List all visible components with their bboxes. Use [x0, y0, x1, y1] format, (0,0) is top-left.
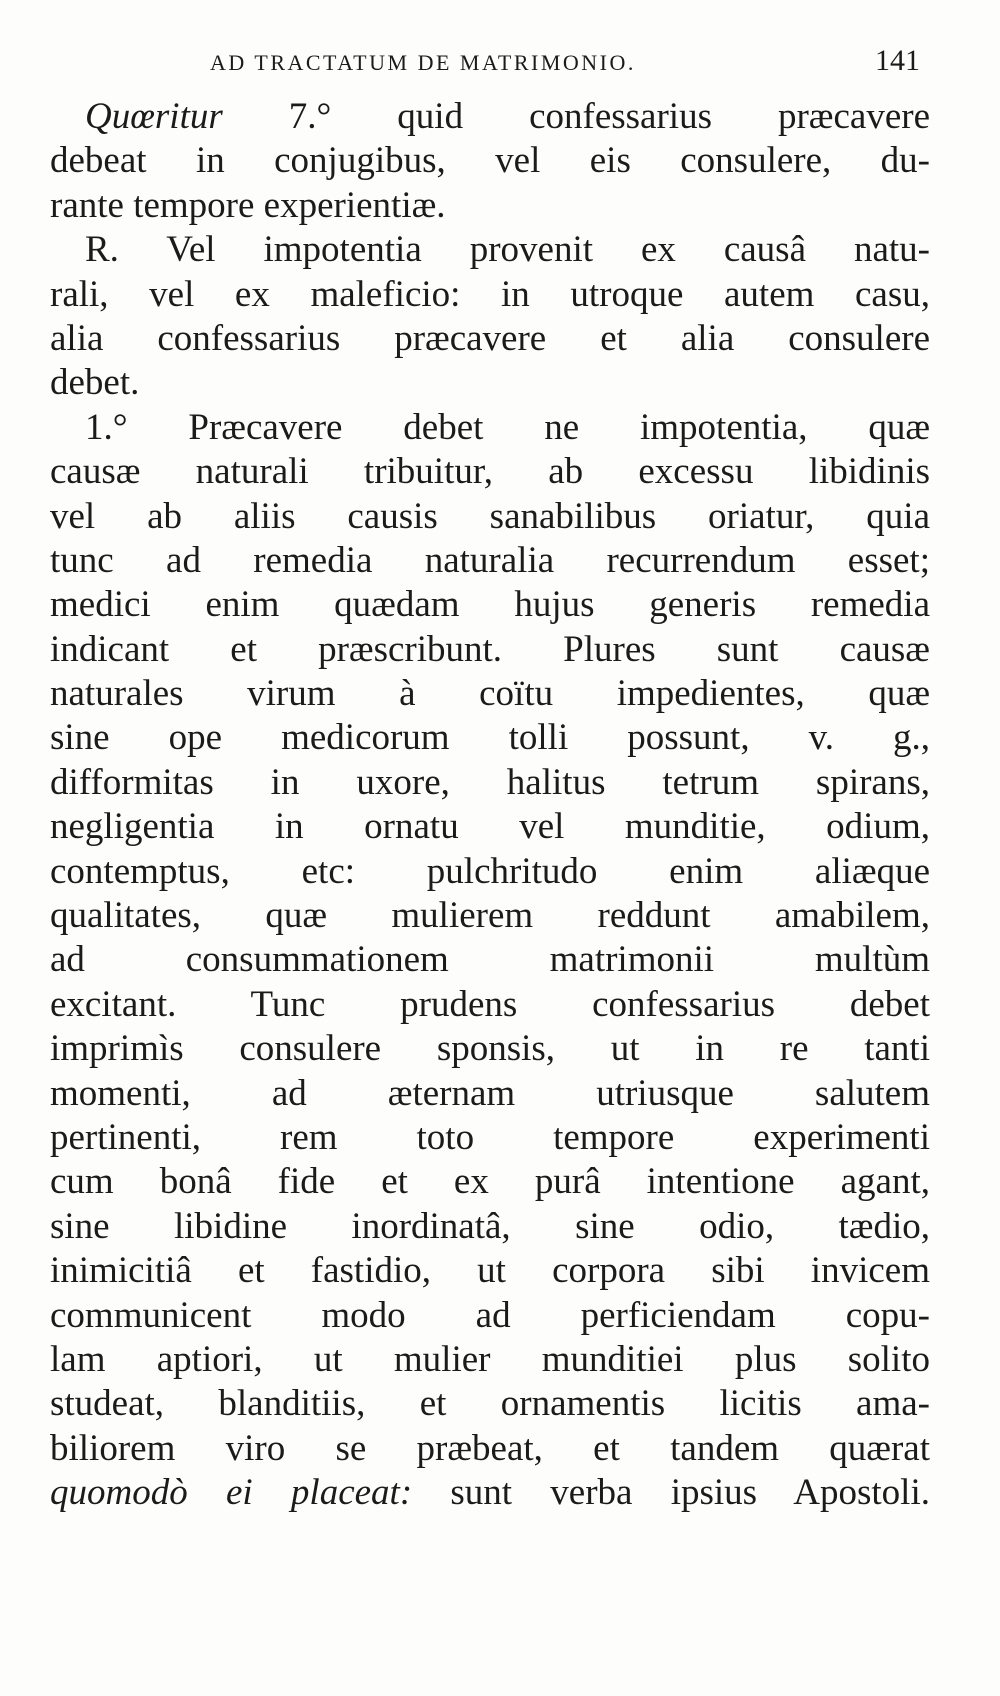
point-line-6: indicant et præscribunt. Plures sunt causæ — [50, 628, 930, 670]
question-line-1 — [50, 95, 930, 139]
response-line-3: alia confessarius præcavere et alia consulere — [50, 317, 930, 359]
point-line-4: tunc ad remedia naturalia recurrendum esset; — [50, 539, 930, 581]
running-title: AD TRACTATUM DE MATRIMONIO. — [210, 50, 636, 75]
point-line-15: imprimìs consulere sponsis, ut in re tanti — [50, 1028, 930, 1070]
point-line-20: inimicitiâ et fastidio, ut corpora sibi invicem — [50, 1250, 930, 1292]
point-line-22: lam aptiori, ut mulier munditiei plus solito — [50, 1338, 930, 1380]
apostle-quote: quomodò ei placeat: — [50, 1472, 413, 1514]
body-text — [50, 95, 930, 1516]
point-line-25 — [50, 1471, 930, 1515]
point-line-5: medici enim quædam hujus generis remedia — [50, 584, 930, 626]
point-line-10: negligentia in ornatu vel munditie, odium, — [50, 806, 930, 848]
point-line-17: pertinenti, rem toto tempore experimenti — [50, 1116, 930, 1158]
point-line-23: studeat, blanditiis, et ornamentis licitis ama- — [50, 1383, 930, 1425]
page-number: 141 — [875, 44, 920, 77]
response-line-2: rali, vel ex maleficio: in utroque autem casu, — [50, 273, 930, 315]
point-line-1: 1.° Præcavere debet ne impotentia, quæ — [85, 406, 930, 448]
point-line-18: cum bonâ fide et ex purâ intentione agant, — [50, 1161, 930, 1203]
point-line-3: vel ab aliis causis sanabilibus oriatur, quia — [50, 495, 930, 537]
point-line-7: naturales virum à coïtu impedientes, quæ — [50, 673, 930, 715]
question-line-3: rante tempore experientiæ. — [50, 184, 446, 226]
question-line-1-text: 7.° quid confessarius præcavere — [222, 96, 930, 137]
point-line-16: momenti, ad æternam utriusque salutem — [50, 1072, 930, 1114]
question-line-2: debeat in conjugibus, vel eis consulere, du- — [50, 140, 930, 182]
point-line-12: qualitates, quæ mulierem reddunt amabilem, — [50, 895, 930, 937]
running-head — [210, 44, 920, 84]
point-line-8: sine ope medicorum tolli possunt, v. g., — [50, 717, 930, 759]
point-line-19: sine libidine inordinatâ, sine odio, tædio, — [50, 1205, 930, 1247]
response-line-4: debet. — [50, 362, 140, 404]
point-line-2: causæ naturali tribuitur, ab excessu libidinis — [50, 451, 930, 493]
point-line-13: ad consummationem matrimonii multùm — [50, 939, 930, 981]
point-line-24: biliorem viro se præbeat, et tandem quærat — [50, 1427, 930, 1469]
point-line-21: communicent modo ad perficiendam copu- — [50, 1294, 930, 1336]
point-line-9: difformitas in uxore, halitus tetrum spirans, — [50, 761, 930, 803]
point-line-25-text: sunt verba ipsius Apostoli. — [412, 1472, 930, 1514]
point-line-11: contemptus, etc: pulchritudo enim aliæque — [50, 850, 930, 892]
response-line-1: R. Vel impotentia provenit ex causâ natu- — [85, 229, 930, 271]
question-lead-word: Quœritur — [85, 96, 223, 137]
point-line-14: excitant. Tunc prudens confessarius debet — [50, 983, 930, 1025]
